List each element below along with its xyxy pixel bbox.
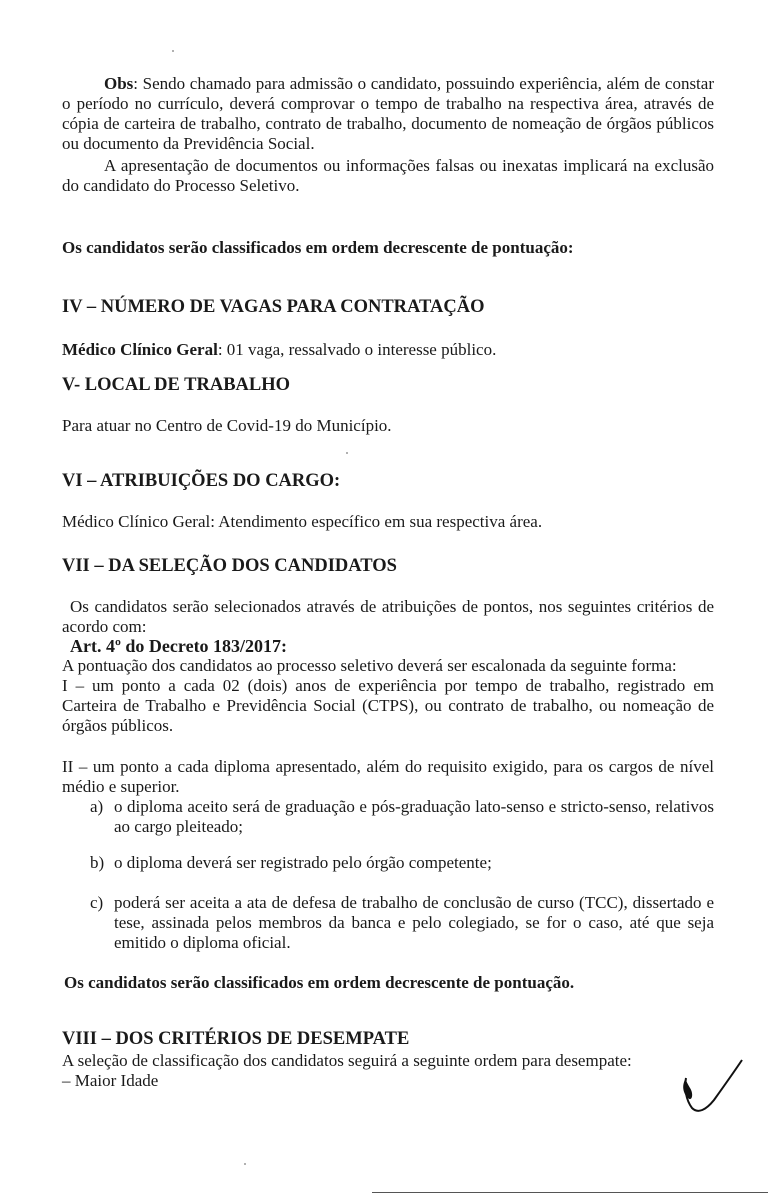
list-marker: b) (90, 853, 105, 872)
list-item (90, 893, 714, 953)
section-iv-text (62, 340, 714, 360)
role-label: Médico Clínico Geral (62, 340, 218, 359)
list-item (90, 797, 714, 837)
bottom-rule (372, 1192, 768, 1193)
list-marker: a) (90, 797, 104, 816)
list-item (90, 853, 714, 873)
list-item-text: o diploma aceito será de graduação e pós-graduação lato-senso e stricto-senso, relativos ao cargo pleiteado; (114, 797, 714, 836)
scan-speck (172, 50, 174, 52)
scoring-rule: A pontuação dos candidatos ao processo seletivo deverá ser escalonada da seguinte forma: (62, 656, 677, 675)
obs-paragraph (62, 74, 714, 154)
scan-speck (244, 1163, 246, 1165)
section-v-text: Para atuar no Centro de Covid-19 do Município. (62, 416, 392, 435)
article-reference: Art. 4º do Decreto 183/2017: (70, 636, 288, 656)
section-vi-heading: VI – ATRIBUIÇÕES DO CARGO: (62, 471, 341, 491)
criterion-ii: II – um ponto a cada diploma apresentado, além do requisito exigido, para os cargos de nível médio e superior. (62, 757, 714, 796)
list-marker: c) (90, 893, 104, 912)
obs-paragraph-2: A apresentação de documentos ou informações falsas ou inexatas implicará na exclusão do candidato do Processo Seletivo. (62, 156, 714, 195)
signature-initials (676, 1058, 748, 1116)
section-viii-heading: VIII – DOS CRITÉRIOS DE DESEMPATE (62, 1029, 410, 1049)
section-vii-intro: Os candidatos serão selecionados através de atribuições de pontos, nos seguintes critérios de acordo com: (62, 597, 714, 636)
section-vii-heading: VII – DA SELEÇÃO DOS CANDIDATOS (62, 556, 397, 576)
section-iv-heading: IV – NÚMERO DE VAGAS PARA CONTRATAÇÃO (62, 297, 485, 317)
obs-text: : Sendo chamado para admissão o candidato, possuindo experiência, além de constar o período no currículo, deverá comprovar o tempo de trabalho na respectiva área, através de cópia de carteira de trabalho, contrato de trabalho, documento de nomeação de órgãos públicos ou documento da Previdência Social. (62, 74, 714, 153)
obs-label: Obs (104, 74, 134, 93)
list-item-text: o diploma deverá ser registrado pelo órgão competente; (114, 853, 492, 872)
section-viii-text: A seleção de classificação dos candidatos seguirá a seguinte ordem para desempate: (62, 1051, 632, 1070)
scan-speck (346, 452, 348, 454)
criterion-i: I – um ponto a cada 02 (dois) anos de experiência por tempo de trabalho, registrado em Carteira de Trabalho e Previdência Social (CTPS), ou contrato de trabalho, ou nomeação de órgãos públicos. (62, 676, 714, 735)
list-item-text: poderá ser aceita a ata de defesa de trabalho de conclusão de curso (TCC), dissertado e tese, assinada pelos membros da banca e pelo colegiado, se for o caso, até que seja emitido o diploma oficial. (114, 893, 714, 952)
vacancy-text: : 01 vaga, ressalvado o interesse público. (217, 340, 497, 359)
classification-note-2: Os candidatos serão classificados em ordem decrescente de pontuação. (64, 973, 575, 992)
section-viii-item: – Maior Idade (62, 1071, 159, 1090)
section-vi-text: Médico Clínico Geral: Atendimento específico em sua respectiva área. (62, 512, 543, 531)
section-v-heading: V- LOCAL DE TRABALHO (62, 375, 291, 395)
classification-note-1: Os candidatos serão classificados em ordem decrescente de pontuação: (62, 238, 574, 257)
